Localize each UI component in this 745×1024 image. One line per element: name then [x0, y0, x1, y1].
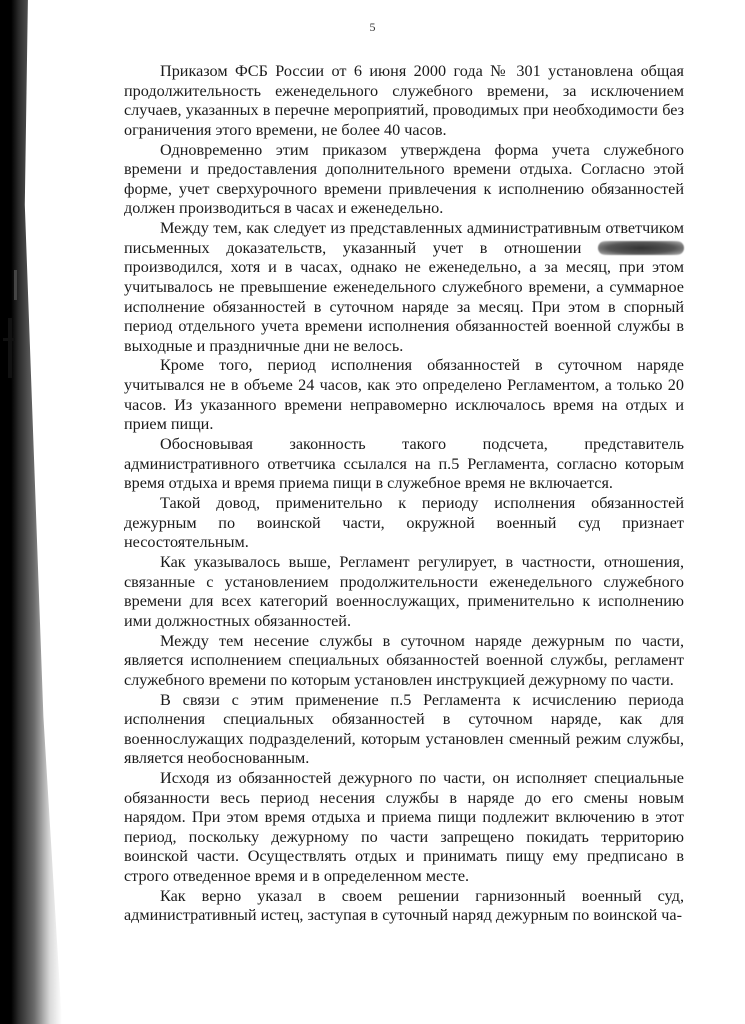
document-body	[124, 62, 684, 926]
paragraph: Как верно указал в своем решении гарнизонный военный суд, административный истец, заступая в суточный наряд дежурным по воинской ча-	[124, 886, 684, 925]
paragraph: Кроме того, период исполнения обязанностей в суточном наряде учитывался не в объеме 24 часов, как это определено Регламентом, а только 20 часов. Из указанного времени неправомерно исключалось время на отдых и прием пищи.	[124, 356, 684, 434]
redacted-name	[598, 241, 684, 255]
paragraph-text: производился, хотя и в часах, однако не еженедельно, а за месяц, при этом учитывалось не превышение еженедельного служебного времени, а суммарное исполнение обязанностей в суточном наряде за месяц. При этом в спорный период отдельного учета времени исполнения обязанностей военной службы в выходные и праздничные дни не велось.	[124, 258, 684, 355]
paragraph: Приказом ФСБ России от 6 июня 2000 года № 301 установлена общая продолжительность еженедельного служебного времени, за исключением случаев, указанных в перечне мероприятий, проводимых при необходимости без ограничения этого времени, не более 40 часов.	[124, 62, 684, 139]
paragraph-text: Между тем, как следует из представленных административным ответчиком письменных доказательств, указанный учет в отношении	[124, 219, 684, 257]
paragraph	[124, 219, 684, 356]
paragraph: Между тем несение службы в суточном наряде дежурным по части, является исполнением специальных обязанностей военной службы, регламент служебного времени по которым установлен инструкцией дежурному по части.	[124, 631, 684, 689]
paragraph: Такой довод, применительно к периоду исполнения обязанностей дежурным по воинской части, окружной военный суд признает несостоятельным.	[124, 494, 684, 552]
paragraph: В связи с этим применение п.5 Регламента к исчислению периода исполнения специальных обязанностей в суточном наряде, как для военнослужащих подразделений, которым установлен сменный режим службы, является необоснованным.	[124, 690, 684, 768]
scan-artifact-mark	[8, 318, 12, 378]
page-number: 5	[369, 20, 376, 34]
paragraph: Как указывалось выше, Регламент регулирует, в частности, отношения, связанные с установлением продолжительности еженедельного служебного времени для всех категорий военнослужащих, применительно к исполнению ими должностных обязанностей.	[124, 552, 684, 630]
scan-shadow-edge	[0, 0, 62, 1024]
scan-artifact-mark	[3, 338, 15, 341]
paragraph: Обосновывая законность такого подсчета, представитель административного ответчика ссылался на п.5 Регламента, согласно которым время отдыха и время приема пищи в служебное время не включается.	[124, 435, 684, 493]
paragraph: Исходя из обязанностей дежурного по части, он исполняет специальные обязанности весь период несения службы в наряде до его смены новым нарядом. При этом время отдыха и приема пищи подлежит включению в этот период, поскольку дежурному по части запрещено покидать территорию воинской части. Осуществлять отдых и принимать пищу ему предписано в строго отведенное время и в определенном месте.	[124, 769, 684, 886]
paragraph: Одновременно этим приказом утверждена форма учета служебного времени и предоставления дополнительного времени отдыха. Согласно этой форме, учет сверхурочного времени привлечения к исполнению обязанностей должен производиться в часах и еженедельно.	[124, 140, 684, 218]
scan-artifact-mark	[14, 270, 17, 300]
